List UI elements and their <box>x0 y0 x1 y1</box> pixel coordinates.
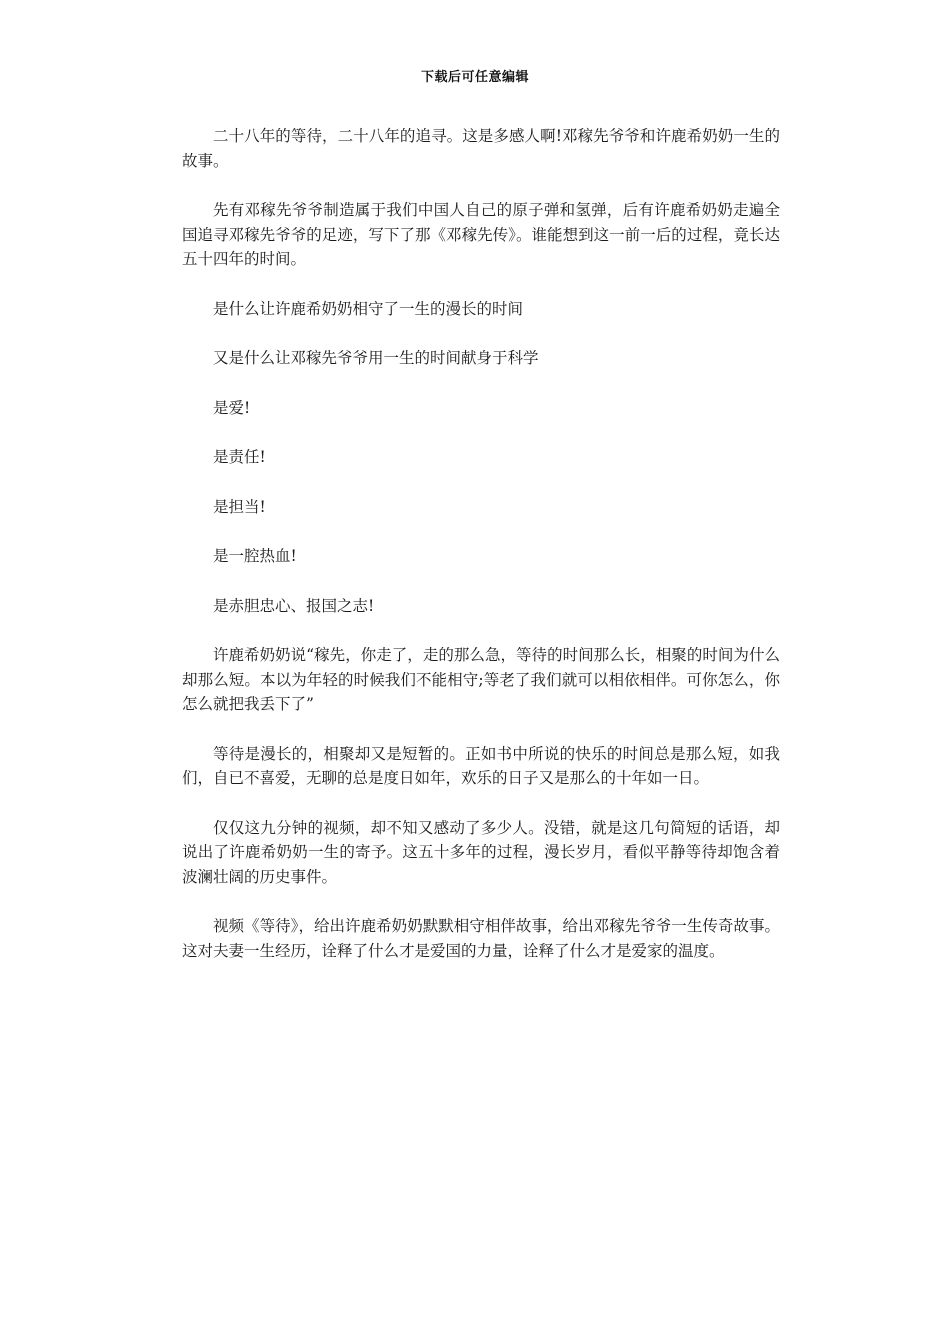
paragraph-5: 是爱! <box>213 398 251 417</box>
paragraph-8: 是一腔热血! <box>213 547 297 565</box>
paragraph-12: 仅仅这九分钟的视频，却不知又感动了多少人。没错，就是这几句简短的话语，却说出了许鹿希奶奶一生的寄予。这五十多年的过程，漫长岁月，看似平静等待却饱含着波澜壮阔的历史事件。 <box>182 818 780 886</box>
paragraph-13: 视频《等待》，给出许鹿希奶奶默默相守相伴故事，给出邓稼先爷爷一生传奇故事。这对夫妻一生经历，诠释了什么才是爱国的力量，诠释了什么才是爱家的温度。 <box>182 917 780 960</box>
paragraph-9: 是赤胆忠心、报国之志! <box>213 596 375 615</box>
paragraph-4: 又是什么让邓稼先爷爷用一生的时间献身于科学 <box>213 349 539 367</box>
paragraph-6: 是责任! <box>213 448 266 466</box>
paragraph-3: 是什么让许鹿希奶奶相守了一生的漫长的时间 <box>213 299 524 318</box>
download-note-header: 下载后可任意编辑 <box>420 70 529 85</box>
essay-body <box>182 124 780 988</box>
paragraph-11: 等待是漫长的，相聚却又是短暂的。正如书中所说的快乐的时间总是那么短，如我们，自已不喜爱，无聊的总是度日如年，欢乐的日子又是那么的十年如一日。 <box>182 744 780 787</box>
paragraph-2: 先有邓稼先爷爷制造属于我们中国人自己的原子弹和氢弹，后有许鹿希奶奶走遍全国追寻邓稼先爷爷的足迹，写下了那《邓稼先传》。谁能想到这一前一后的过程，竟长达五十四年的时间。 <box>182 201 780 268</box>
paragraph-7: 是担当! <box>213 497 266 516</box>
paragraph-1: 二十八年的等待，二十八年的追寻。这是多感人啊!邓稼先爷爷和许鹿希奶奶一生的故事。 <box>182 127 780 170</box>
paragraph-10: 许鹿希奶奶说“稼先，你走了，走的那么急，等待的时间那么长，相聚的时间为什么却那么短。本以为年轻的时候我们不能相守;等老了我们就可以相依相伴。可你怎么，你怎么就把我丢下了” <box>182 646 780 713</box>
